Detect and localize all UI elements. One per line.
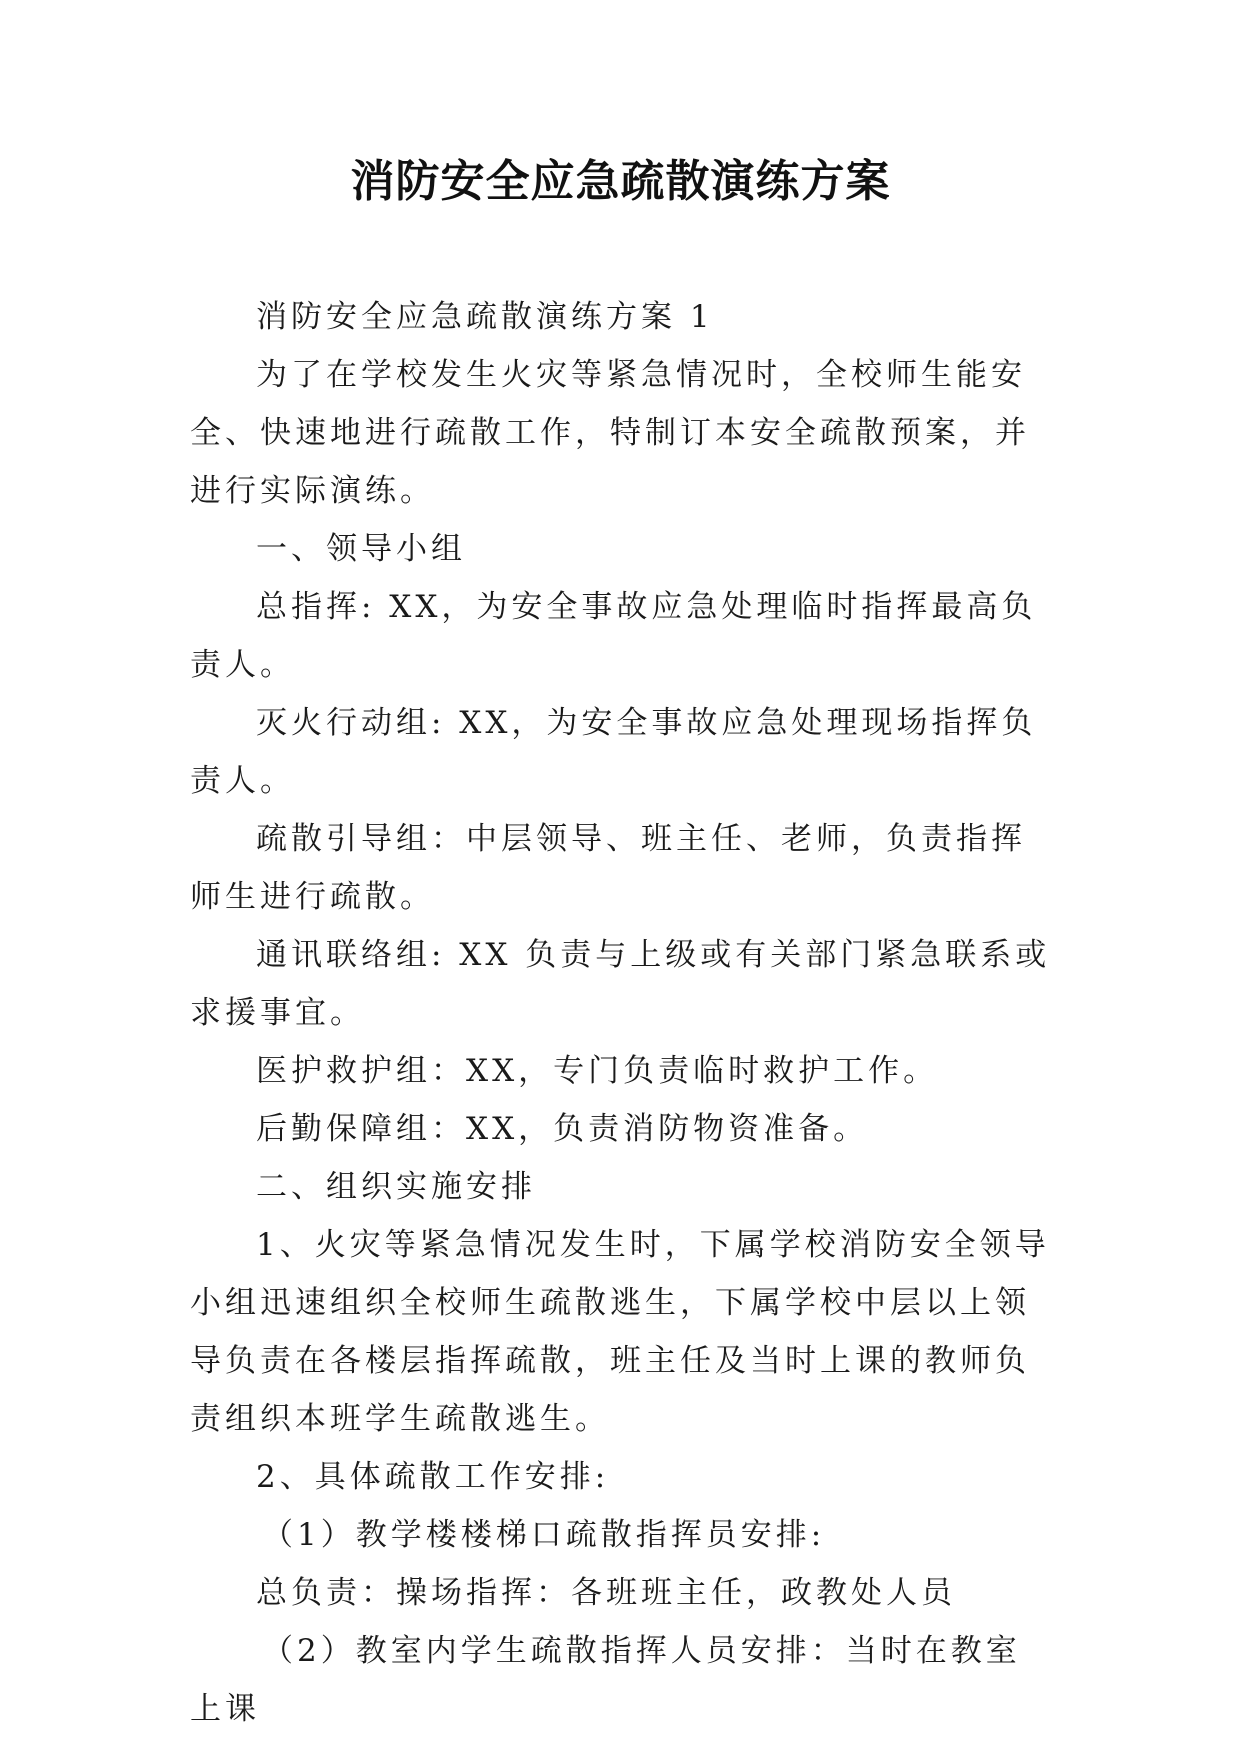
document-body xyxy=(190,288,1052,1738)
section-heading-organization: 二、组织实施安排 xyxy=(256,1169,536,1205)
paragraph-subitem-2: （2）教室内学生疏散指挥人员安排：当时在教室上课 xyxy=(190,1633,1021,1727)
paragraph-logistics-group: 后勤保障组：XX，负责消防物资准备。 xyxy=(256,1111,869,1147)
paragraph-communication-group: 通讯联络组: XX 负责与上级或有关部门紧急联系或求援事宜。 xyxy=(190,937,1051,1031)
paragraph-item-1: 1、火灾等紧急情况发生时，下属学校消防安全领导小组迅速组织全校师生疏散逃生，下属学校中层以上领导负责在各楼层指挥疏散，班主任及当时上课的教师负责组织本班学生疏散逃生。 xyxy=(190,1227,1050,1437)
section-heading-plan-1: 消防安全应急疏散演练方案 1 xyxy=(256,299,714,335)
paragraph-medical-group: 医护救护组：XX，专门负责临时救护工作。 xyxy=(256,1053,939,1089)
document-title: 消防安全应急疏散演练方案 xyxy=(350,156,891,207)
paragraph-overall-lead: 总负责：操场指挥：各班班主任，政教处人员 xyxy=(256,1575,956,1611)
paragraph-subitem-1: （1）教学楼楼梯口疏散指挥员安排: xyxy=(262,1517,826,1553)
paragraph-evacuation-guide-group: 疏散引导组：中层领导、班主任、老师，负责指挥师生进行疏散。 xyxy=(190,821,1026,915)
paragraph-purpose: 为了在学校发生火灾等紧急情况时，全校师生能安全、快速地进行疏散工作，特制订本安全疏散预案，并进行实际演练。 xyxy=(190,357,1030,509)
paragraph-commander: 总指挥: XX，为安全事故应急处理临时指挥最高负责人。 xyxy=(190,589,1037,683)
paragraph-firefighting-group: 灭火行动组: XX，为安全事故应急处理现场指挥负责人。 xyxy=(190,705,1037,799)
section-heading-leadership: 一、领导小组 xyxy=(256,531,466,567)
paragraph-item-2: 2、具体疏散工作安排: xyxy=(256,1459,610,1495)
